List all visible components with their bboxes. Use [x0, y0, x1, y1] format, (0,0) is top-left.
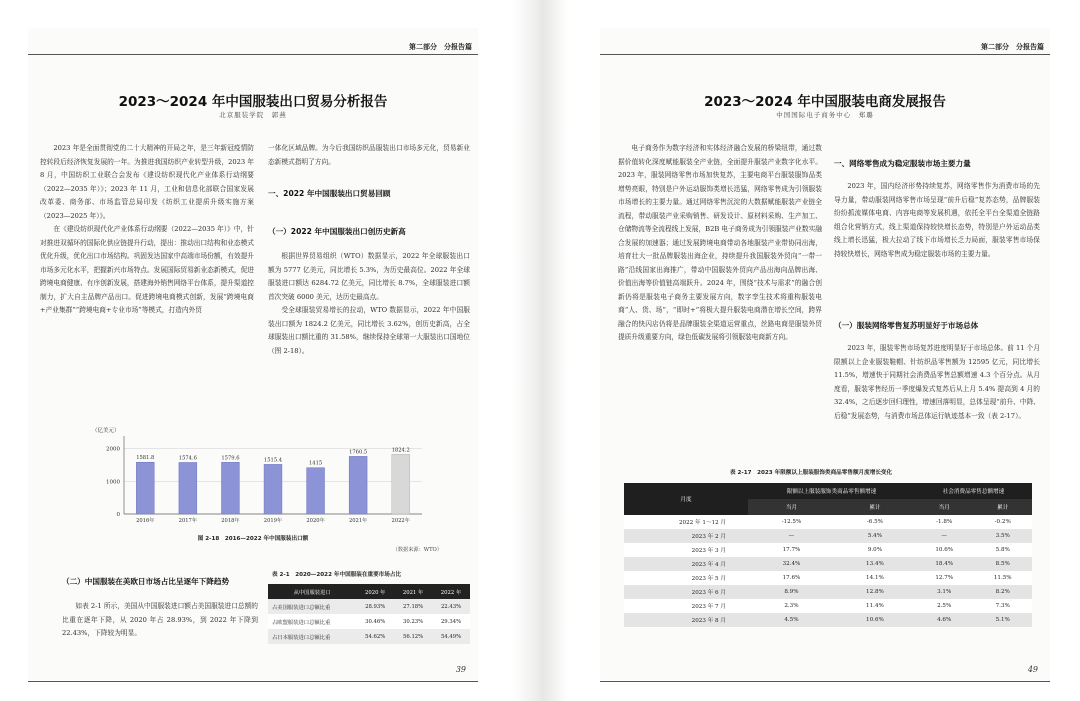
table-cell: — [915, 529, 974, 543]
paragraph: 2023 年，服装零售市场复苏进度明显好于市场总体。前 11 个月限额以上企业服装鞋帽、针纺织品零售额为 12595 亿元，同比增长 11.5%，增速快于同期社会消费品零售总额增速 4.3 个百分点。从月度看，服装零售经历一季度爆发式复苏后从上月 5.4% 提高到 4 月的 32.4%，之后逐步回归理性，增速回落明显，总体呈现“前升、中降、后稳”发展态势，与消费市场总体运行轨迹基本一致（表 2-17）。 [834, 344, 1040, 420]
table-header: 2022 年 [432, 584, 470, 599]
paragraph: 2023 年是全面贯彻党的二十大精神的开局之年，是三年新冠疫情防控转段后经济恢复发展的一年。为推进我国纺织产业转型升级，2023 年 8 月，中国纺织工业联合会发布《建设纺织现代化产业体系行动纲要（2022—2035 年）》；2023 年 11 月，工业和信息化部联合国家发展改革委、商务部、市场监管总局印发《纺织工业提质升级实施方案（2023—2025 年）》。 [40, 144, 254, 220]
bar [392, 454, 410, 514]
table-cell: 2.3% [748, 599, 835, 613]
market-share-table [268, 584, 470, 644]
table-cell: 占美国服装进口总额比重 [268, 599, 356, 614]
table-cell: 2023 年 4 月 [624, 557, 748, 571]
page-number: 49 [1027, 665, 1038, 674]
y-axis-label: （亿美元） [92, 428, 120, 434]
table-header: 从中国服装进口 [268, 584, 356, 599]
table-row [624, 557, 1032, 571]
author-line: 中国国际电子商务中心 郑璐 [776, 111, 874, 119]
table-cell: 4.5% [748, 613, 835, 627]
table-cell: 7.3% [973, 599, 1032, 613]
table-cell: 54.62% [356, 629, 394, 644]
bar-value-label: 1824.2 [391, 447, 410, 454]
x-tick-label: 2022年 [391, 518, 410, 524]
table-cell: 3.5% [973, 529, 1032, 543]
table-cell: 32.4% [748, 557, 835, 571]
bar [136, 462, 154, 514]
table-cell: 18.4% [915, 557, 974, 571]
page-title: 2023～2024 年中国服装电商发展报告 [704, 94, 946, 110]
table-cell: 2023 年 7 月 [624, 599, 748, 613]
paragraph: 一体化区域品牌。为今后我国纺织品服装出口市场多元化，贸易新业态新模式指明了方向。 [268, 144, 470, 166]
bar-value-label: 1515.4 [263, 457, 283, 464]
table-cell: 11.4% [835, 599, 915, 613]
table-row [268, 629, 470, 644]
subsection-heading: （一）2022 年中国服装出口创历史新高 [268, 227, 406, 236]
subsection-heading: （二）中国服装在美欧日市场占比呈逐年下降趋势 [62, 577, 230, 586]
page-number: 39 [455, 665, 466, 674]
author-line: 北京服装学院 郭燕 [219, 111, 287, 119]
section-heading: 一、网络零售成为稳定服装市场主要力量 [834, 159, 971, 168]
column-one [618, 142, 822, 345]
book-spine [512, 0, 568, 701]
table-cell: 56.12% [394, 629, 432, 644]
x-tick-label: 2019年 [263, 518, 283, 524]
table-cell: 13.4% [835, 557, 915, 571]
table-cell: 10.6% [915, 543, 974, 557]
bar [179, 462, 197, 514]
table-caption: 表 2-17 2023 年限额以上服装服饰类商品零售额月度增长变化 [730, 470, 893, 476]
paragraph: 根据世界贸易组织（WTO）数据显示，2022 年全球服装出口额为 5777 亿美元，同比增长 5.3%，为历史最高位。2022 年全球服装进口额达 6284.72 亿美元，同比增长 8.7%，全球服装进口额首次突破 6000 美元，达历史最高点。 [268, 252, 470, 301]
table-cell: 17.6% [748, 571, 835, 585]
table-cell: 8.9% [748, 585, 835, 599]
figure-source: （数据来源：WTO） [392, 547, 442, 553]
table-cell: 28.93% [356, 599, 394, 614]
x-tick-label: 2018年 [221, 518, 240, 524]
bar-value-label: 1581.8 [136, 455, 155, 462]
table-cell: -1.8% [915, 515, 974, 529]
table-cell: -12.5% [748, 515, 835, 529]
table-header: 累计 [835, 499, 915, 515]
table-header: 月度 [624, 483, 748, 515]
bar [264, 464, 282, 514]
table-cell: 2023 年 3 月 [624, 543, 748, 557]
paragraph: 在《建设纺织现代化产业体系行动纲要（2022—2035 年）》中，针对推进双循环的国际化供应链提升行动，提出：推动出口结构和业态模式优化升级，优化出口市场结构。巩固发达国家中高端市场份额，有效提升市场多元化水平，把握新兴市场特点。发展国际贸易新业态新模式，促进跨境电商健康、有序创新发展，搭建海外销售网络平台体系，提升渠道控制力，扩大自主品牌产品出口。促进跨境电商模式创新，发展“跨境电商+产业集群”“跨境电商+专业市场”等模式，打造内外贸 [40, 225, 254, 314]
bar-value-label: 1579.6 [221, 455, 240, 462]
paragraph: 如表 2-1 所示，美国从中国服装进口额占美国服装进口总额的比重在逐年下降，从 2020 年占 28.93%，到 2022 年下降到 22.43%，下降较为明显。 [62, 602, 258, 637]
x-tick-label: 2021年 [348, 518, 368, 524]
table-cell: 2023 年 2 月 [624, 529, 748, 543]
bar-value-label: 1760.5 [349, 449, 368, 456]
x-tick-label: 2017年 [178, 518, 198, 524]
table-cell: 3.1% [915, 585, 974, 599]
table-cell: 9.0% [835, 543, 915, 557]
table-row [268, 599, 470, 614]
table-cell: 54.49% [432, 629, 470, 644]
x-tick-label: 2020年 [306, 518, 325, 524]
column-two-body [268, 250, 470, 358]
table-cell: 12.7% [915, 571, 974, 585]
table-header: 2020 年 [356, 584, 394, 599]
retail-growth-table [624, 483, 1032, 627]
table-cell: 2022 年 1～12 月 [624, 515, 748, 529]
column-two-body [834, 342, 1040, 423]
section-heading: 一、2022 年中国服装出口贸易回顾 [268, 189, 391, 198]
table-cell: 5.1% [973, 613, 1032, 627]
table-cell: 17.7% [748, 543, 835, 557]
table-cell: 占欧盟服装进口总额比重 [268, 614, 356, 629]
table-row [268, 614, 470, 629]
paragraph: 2023 年，国内经济形势持续复苏，网络零售作为消费市场的先导力量，带动服装网络零售市场呈现“前升后稳”复苏态势，品牌服装纷纷抓流媒体电商、内容电商等发展机遇，依托全平台全渠道全链路组合化营销方式，线上渠道保持较快增长态势，特别是户外运动品类线上增长迅猛，极大拉动了线下市场增长乏力局面，服装零售市场保持较快增长，网络零售成为稳定服装市场的主要力量。 [834, 182, 1040, 258]
table-cell: 30.23% [394, 614, 432, 629]
table-cell: 29.34% [432, 614, 470, 629]
bottom-paragraph [62, 600, 258, 641]
bar [349, 456, 367, 514]
table-cell: -0.2% [973, 515, 1032, 529]
table-cell: 5.4% [835, 529, 915, 543]
paragraph: 受全球服装贸易增长的拉动，WTO 数据显示，2022 年中国服装出口额为 1824.2 亿美元，同比增长 3.62%，创历史新高，占全球服装出口额比重的 31.58%，继续保持全球第一大服装出口国地位（图 2-18）。 [268, 306, 470, 355]
table-header: 当月 [748, 499, 835, 515]
export-bar-chart [88, 424, 428, 532]
bar [221, 462, 239, 514]
table-row [624, 571, 1032, 585]
left-page [28, 28, 478, 680]
table-caption: 表 2-1 2020—2022 年中国服装在重要市场占比 [272, 572, 402, 578]
table-cell: 5.8% [973, 543, 1032, 557]
y-tick-label: 0 [116, 512, 120, 518]
table-row [624, 529, 1032, 543]
table-cell: 30.46% [356, 614, 394, 629]
x-tick-label: 2016年 [136, 518, 155, 524]
table-cell: 8.2% [973, 585, 1032, 599]
y-tick-label: 1000 [106, 479, 120, 486]
table-row [624, 599, 1032, 613]
y-tick-label: 2000 [106, 446, 120, 453]
table-header-row [624, 483, 1032, 499]
right-page [600, 28, 1050, 680]
table-row [624, 515, 1032, 529]
intro-column [40, 142, 254, 318]
table-cell: 22.43% [432, 599, 470, 614]
table-cell: 27.18% [394, 599, 432, 614]
table-header: 累计 [973, 499, 1032, 515]
table-row [624, 585, 1032, 599]
table-cell: 10.6% [835, 613, 915, 627]
table-header: 当月 [915, 499, 974, 515]
table-cell: 12.8% [835, 585, 915, 599]
running-head: 第二部分 分报告篇 [981, 43, 1044, 51]
bar [307, 468, 325, 514]
bar-value-label: 1574.6 [178, 455, 197, 462]
table-cell: 14.1% [835, 571, 915, 585]
table-cell: — [748, 529, 835, 543]
figure-caption: 图 2-18 2016—2022 年中国服装出口额 [197, 536, 309, 542]
table-cell: 占日本服装进口总额比重 [268, 629, 356, 644]
table-row [624, 613, 1032, 627]
table-cell: 2023 年 6 月 [624, 585, 748, 599]
page-title: 2023～2024 年中国服装出口贸易分析报告 [118, 94, 388, 110]
bar-value-label: 1415 [308, 460, 323, 467]
table-cell: -6.5% [835, 515, 915, 529]
table-header: 2021 年 [394, 584, 432, 599]
header-rule [600, 54, 1050, 55]
table-cell: 4.6% [915, 613, 974, 627]
table-cell: 2.5% [915, 599, 974, 613]
table-header: 社会消费品零售总额增速 [915, 483, 1032, 499]
table-header: 限额以上服装服饰类商品零售额增速 [748, 483, 915, 499]
column-two-top [268, 142, 470, 169]
table-cell: 8.5% [973, 557, 1032, 571]
header-rule [28, 54, 478, 55]
column-two-top [834, 180, 1040, 261]
table-row [624, 543, 1032, 557]
running-head: 第二部分 分报告篇 [409, 43, 472, 51]
footer-rule [28, 681, 478, 682]
paragraph: 电子商务作为数字经济和实体经济融合发展的桥梁纽带，通过数据价值转化深度赋能服装全产业链，全面提升服装产业数字化水平。2023 年，服装网络零售市场加快复苏，主要电商平台服装服饰品类增势亮眼，特别是户外运动服饰类增长迅猛，网络零售成为引领服装市场增长的主要力量。通过网络零售沉淀的大数据赋能服装产业链全流程，带动服装产业采购销售、研发设计、原材料采购、生产加工、仓储物流等全流程线上发展，B2B 电子商务成为引领服装产业数实融合发展的加速器；通过发展跨境电商带动各地服装产业带协同出海，培育壮大一批品牌服装出海企业，持续提升我国服装外贸向“一带一路”沿线国家出海推广，带动中国服装外贸向产品出海向品牌出海、价值出海等价值链高端跃升。2024 年，围绕“技术与需求”的融合创新仍将是服装电子商务主要发展方向，数字孪生技术将重构服装电商“人、货、场”，“即时+”将极大提升服装电商潜在增长空间，跨界融合的快闪店仍将是品牌服装全渠道运营重点，丝路电商是服装外贸提质升级重要方向，绿色低碳发展将引领服装电商新方向。 [618, 144, 822, 341]
table-cell: 11.5% [973, 571, 1032, 585]
subsection-heading: （一）服装网络零售复苏明显好于市场总体 [834, 321, 979, 330]
table-header-row [268, 584, 470, 599]
footer-rule [600, 681, 1050, 682]
table-cell: 2023 年 5 月 [624, 571, 748, 585]
table-cell: 2023 年 8 月 [624, 613, 748, 627]
